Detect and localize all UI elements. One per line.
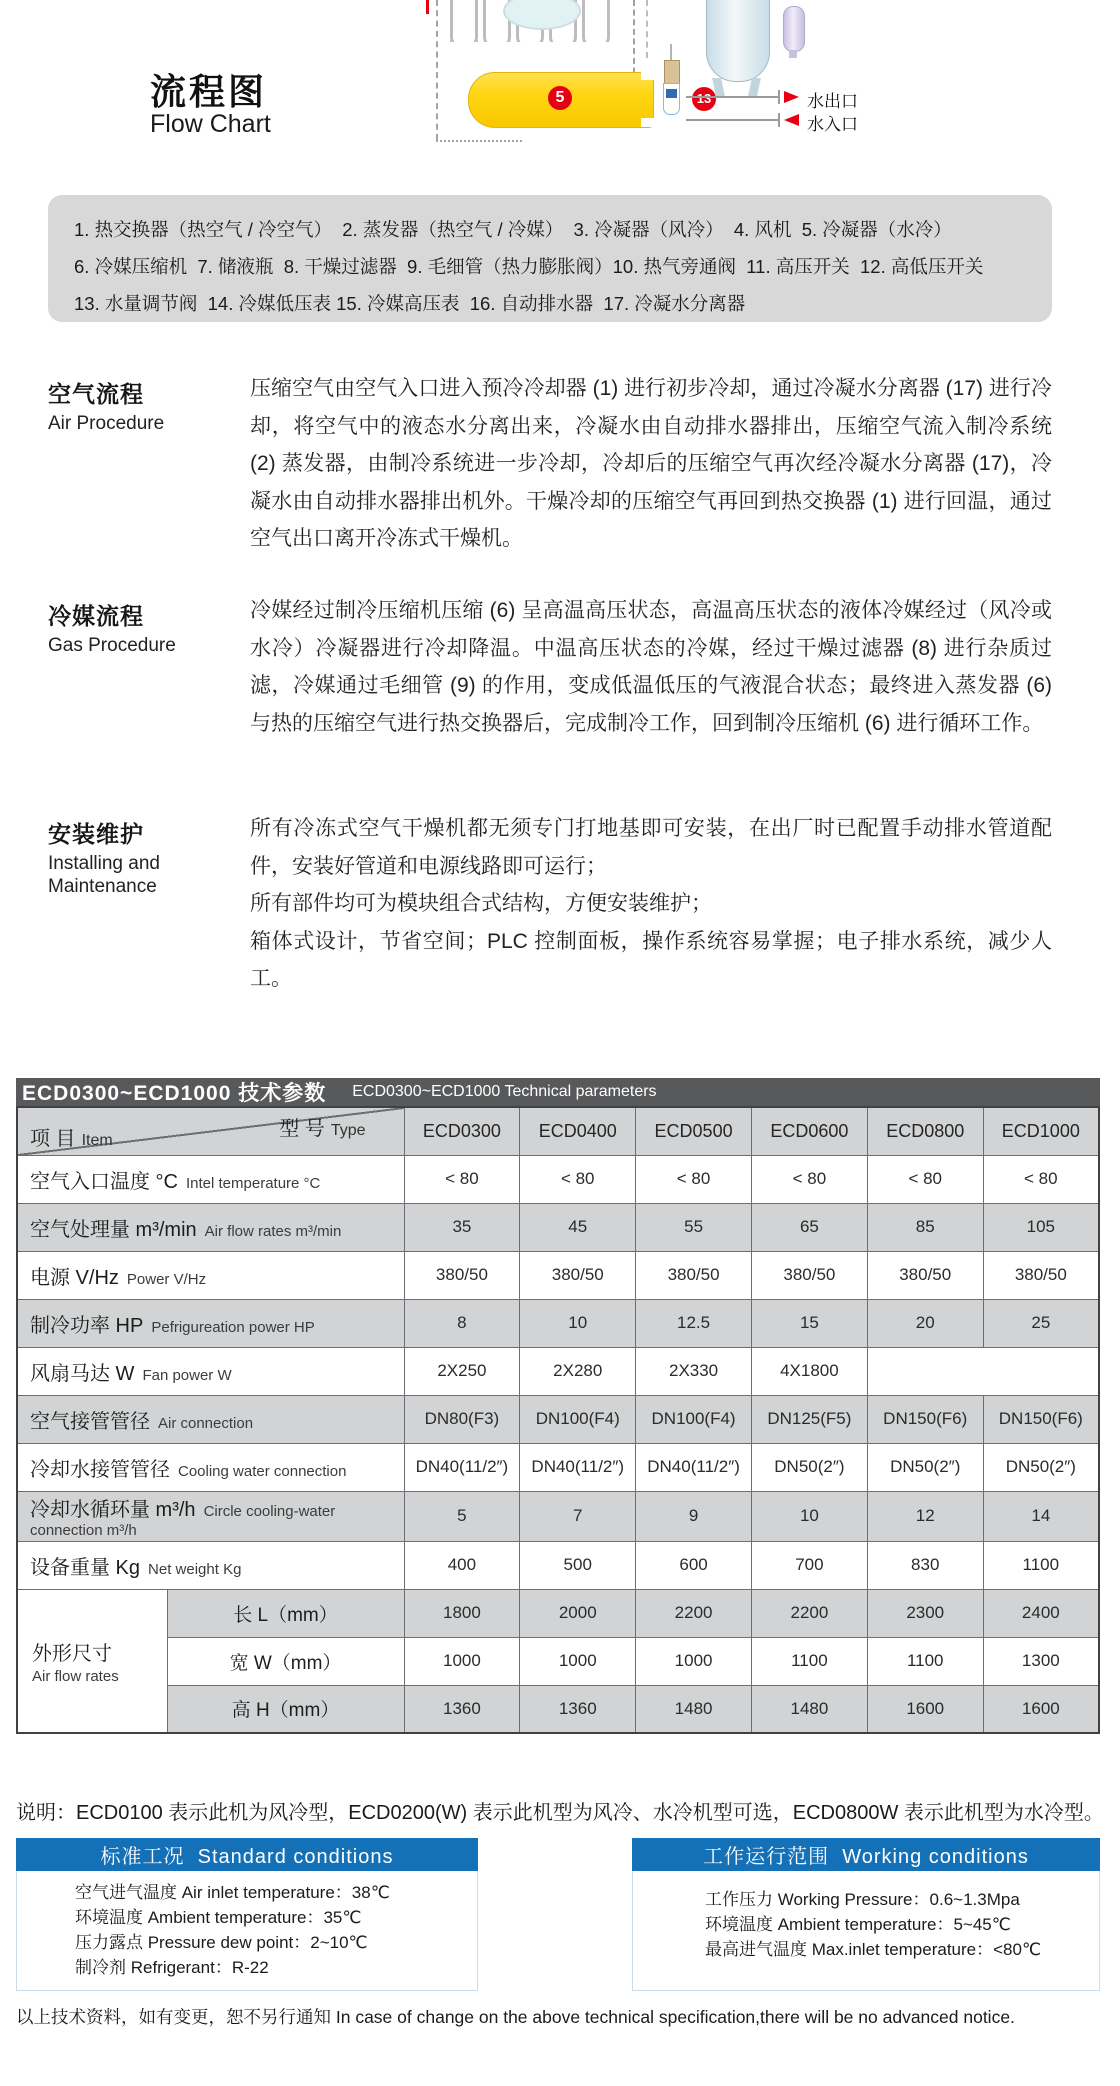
spec-cell: 1000 [404,1637,520,1685]
spec-cell: 380/50 [867,1251,983,1299]
spec-cell: 400 [404,1541,520,1589]
spec-cell: 2200 [636,1589,752,1637]
model-header: ECD0400 [520,1107,636,1155]
spec-cell: 830 [867,1541,983,1589]
component-legend [48,195,1052,322]
flow-chart-title-cn: 流程图 [150,71,268,112]
air-procedure-heading [48,376,248,435]
table-row-fan-power [17,1347,1099,1395]
heading-cn: 安装维护 [48,821,144,847]
dimension-header-cell: 外形尺寸 Air flow rates [17,1589,167,1733]
table-corner-cell [17,1107,404,1155]
filter-capsule-foot [789,50,797,58]
model-header: ECD0800 [867,1107,983,1155]
spec-cell: 600 [636,1541,752,1589]
standard-conditions-body [16,1871,478,1991]
spec-cell: 105 [983,1203,1099,1251]
air-procedure-text: 压缩空气由空气入口进入预冷冷却器 (1) 进行初步冷却，通过冷凝水分离器 (17) 进行冷却，将空气中的液态水分离出来，冷凝水由自动排水器排出，压缩空气流入制冷系统 (2) 蒸发器，由制冷系统进一步冷却，冷却后的压缩空气再次经冷凝水分离器 (17)，冷凝水由自动排水器排出机外。干燥冷却的压缩空气再回到热交换器 (1) 进行回温，通过空气出口离开冷冻式干燥机。 [250,377,1052,550]
table-title-bar [16,1078,1100,1106]
dimension-label: 长 L（mm） [167,1589,404,1637]
spec-cell: 2400 [983,1589,1099,1637]
spec-cell: 10 [751,1491,867,1541]
diagram-marker-5: 5 [548,86,572,110]
flow-chart-title-en: Flow Chart [150,110,271,138]
heading-cn: 冷媒流程 [48,603,144,629]
table-header-row [17,1107,1099,1155]
spec-cell: < 80 [636,1155,752,1203]
water-outlet-label: 水出口 [807,92,858,111]
dashed-enclosure-left [436,0,438,140]
spec-cell: 2300 [867,1589,983,1637]
table-row-height [17,1685,1099,1733]
spec-cell: DN50(2″) [751,1443,867,1491]
spec-cell: 1360 [404,1685,520,1733]
spec-cell: 4X1800 [751,1347,867,1395]
heading-cn: 空气流程 [48,381,144,407]
heading-en: Gas Procedure [48,635,176,656]
sight-tube-band [666,89,677,98]
spec-cell: 380/50 [520,1251,636,1299]
spec-cell: 85 [867,1203,983,1251]
spec-cell: 65 [751,1203,867,1251]
spec-cell: 1100 [983,1541,1099,1589]
working-conditions-box [632,1838,1100,1991]
spec-table [16,1106,1100,1734]
spec-cell: DN50(2″) [867,1443,983,1491]
row-label: 空气处理量 m³/min Air flow rates m³/min [17,1203,404,1251]
condition-line: 空气进气温度 Air inlet temperature：38℃ [75,1883,390,1902]
legend-line-1: 1. 热交换器（热空气 / 冷空气） 2. 蒸发器（热空气 / 冷媒） 3. 冷凝器（风冷） 4. 风机 5. 冷凝器（水冷） [74,219,952,240]
diagram-marker-13: 13 [692,87,716,111]
water-inlet-line [686,119,778,121]
row-label: 电源 V/Hz Power V/Hz [17,1251,404,1299]
spec-cell: < 80 [867,1155,983,1203]
install-para-2: 所有部件均可为模块组合式结构，方便安装维护； [250,892,712,915]
table-title-en: ECD0300~ECD1000 Technical parameters [352,1083,657,1100]
spec-cell: 1300 [983,1637,1099,1685]
gas-procedure-text: 冷媒经过制冷压缩机压缩 (6) 呈高温高压状态，高温高压状态的液体冷媒经过（风冷或水冷）冷凝器进行冷却降温。中温高压状态的冷媒，经过干燥过滤器 (8) 进行杂质过滤，冷媒通过毛细管 (9) 的作用，变成低温低压的气液混合状态；最终进入蒸发器 (6) 与热的压缩空气进行热交换器后，完成制冷工作，回到制冷压缩机 (6) 进行循环工作。 [250,599,1052,735]
cylinder-notch [641,118,654,127]
condition-line: 工作压力 Working Pressure：0.6~1.3Mpa [705,1890,1020,1909]
spec-cell: DN125(F5) [751,1395,867,1443]
model-header: ECD0600 [751,1107,867,1155]
spec-cell: 12 [867,1491,983,1541]
table-row-length [17,1589,1099,1637]
row-label: 制冷功率 HP Pefrigureation power HP [17,1299,404,1347]
row-label: 空气入口温度 °C Intel temperature °C [17,1155,404,1203]
row-label: 风扇马达 W Fan power W [17,1347,404,1395]
row-label: 冷却水循环量 m³/h Circle cooling-water connection m³/h [17,1491,404,1541]
spec-cell: 25 [983,1299,1099,1347]
tank-leg [748,78,761,96]
spec-cell: 1000 [520,1637,636,1685]
install-para-3: 箱体式设计，节省空间；PLC 控制面板，操作系统容易掌握；电子排水系统，减少人工。 [250,929,1052,990]
condition-line: 制冷剂 Refrigerant：R-22 [75,1958,269,1977]
row-label: 设备重量 Kg Net weight Kg [17,1541,404,1589]
table-row-water-circulation [17,1491,1099,1541]
spec-cell: DN150(F6) [983,1395,1099,1443]
table-row-inlet-temp [17,1155,1099,1203]
spec-cell: 1100 [867,1637,983,1685]
spec-cell: DN40(11/2″) [404,1443,520,1491]
spec-cell: DN50(2″) [983,1443,1099,1491]
gas-procedure-heading [48,598,248,657]
install-maintenance-text [250,810,1052,998]
red-pipe-stub [426,0,429,14]
table-row-net-weight [17,1541,1099,1589]
spec-cell: 10 [520,1299,636,1347]
standard-conditions-title: 标准工况 Standard conditions [16,1838,478,1871]
spec-cell: DN150(F6) [867,1395,983,1443]
spec-cell: 380/50 [404,1251,520,1299]
install-maintenance-heading [48,816,248,898]
spec-cell: 5 [404,1491,520,1541]
install-para-1: 所有冷冻式空气干燥机都无须专门打地基即可安装，在出厂时已配置手动排水管道配件，安装好管道和电源线路即可运行； [250,817,1052,878]
table-row-air-flow [17,1203,1099,1251]
legend-line-2: 6. 冷媒压缩机 7. 储液瓶 8. 干燥过滤器 9. 毛细管（热力膨胀阀）10. 热气旁通阀 11. 高压开关 12. 高低压开关 [74,256,984,277]
standard-conditions-box [16,1838,478,1991]
arrow-right-icon [784,91,799,103]
table-row-power [17,1251,1099,1299]
water-outlet-line [686,96,778,98]
spec-cell-empty [867,1347,1099,1395]
spec-cell: < 80 [751,1155,867,1203]
spec-cell: 15 [751,1299,867,1347]
spec-cell: 1600 [983,1685,1099,1733]
spec-cell: 380/50 [636,1251,752,1299]
row-label: 冷却水接管管径 Cooling water connection [17,1443,404,1491]
condition-line: 环境温度 Ambient temperature：5~45℃ [705,1915,1011,1934]
receiver-tank [706,0,770,82]
water-inlet-label: 水入口 [807,115,858,134]
dimension-label: 高 H（mm） [167,1685,404,1733]
spec-cell: 9 [636,1491,752,1541]
spec-cell: DN40(11/2″) [636,1443,752,1491]
spec-cell: 2200 [751,1589,867,1637]
spec-cell: 35 [404,1203,520,1251]
condition-line: 压力露点 Pressure dew point：2~10℃ [75,1933,368,1952]
spec-cell: 2000 [520,1589,636,1637]
model-header: ECD1000 [983,1107,1099,1155]
dashed-enclosure-inner [646,0,648,58]
table-title-cn: ECD0300~ECD1000 技术参数 [22,1082,327,1105]
table-row-cooling-water-connection [17,1443,1099,1491]
spec-cell: 12.5 [636,1299,752,1347]
spec-cell: 1100 [751,1637,867,1685]
spec-cell: DN80(F3) [404,1395,520,1443]
valve-body [664,60,680,84]
heading-en: Air Procedure [48,413,165,434]
legend-line-3: 13. 水量调节阀 14. 冷媒低压表 15. 冷媒高压表 16. 自动排水器 17. 冷凝水分离器 [74,293,746,314]
working-conditions-title: 工作运行范围 Working conditions [632,1838,1100,1871]
spec-cell: DN40(11/2″) [520,1443,636,1491]
filter-capsule [783,6,805,52]
spec-cell: 14 [983,1491,1099,1541]
spec-cell: 1800 [404,1589,520,1637]
spec-cell: 55 [636,1203,752,1251]
spec-cell: 8 [404,1299,520,1347]
spec-cell: < 80 [404,1155,520,1203]
spec-cell: 1480 [751,1685,867,1733]
spec-cell: 1360 [520,1685,636,1733]
spec-cell: 700 [751,1541,867,1589]
row-label: 空气接管管径 Air connection [17,1395,404,1443]
model-header: ECD0500 [636,1107,752,1155]
water-line-tick [778,90,780,104]
spec-cell: 7 [520,1491,636,1541]
spec-cell: 380/50 [983,1251,1099,1299]
corner-type-label: 型 号 Type [279,1118,366,1140]
table-row-width [17,1637,1099,1685]
sight-tube [663,83,680,115]
spec-cell: 500 [520,1541,636,1589]
spec-cell: < 80 [983,1155,1099,1203]
condition-line: 环境温度 Ambient temperature：35℃ [75,1908,362,1927]
dashed-enclosure-bottom [436,140,522,142]
corner-item-label: 项 目 Item [30,1127,113,1150]
working-conditions-body [632,1871,1100,1991]
table-row-air-connection [17,1395,1099,1443]
spec-cell: 1000 [636,1637,752,1685]
spec-cell: 380/50 [751,1251,867,1299]
spec-cell: < 80 [520,1155,636,1203]
spec-cell: 1600 [867,1685,983,1733]
spec-cell: 1480 [636,1685,752,1733]
spec-cell: 20 [867,1299,983,1347]
spec-cell: 2X250 [404,1347,520,1395]
spec-cell: 45 [520,1203,636,1251]
spec-cell: DN100(F4) [636,1395,752,1443]
model-notes: 说明：ECD0100 表示此机为风冷型，ECD0200(W) 表示此机型为风冷、水冷机型可选，ECD0800W 表示此机型为水冷型。 [16,1802,1104,1824]
spec-cell: 2X330 [636,1347,752,1395]
heading-en: Installing and Maintenance [48,853,160,897]
spec-cell: DN100(F4) [520,1395,636,1443]
arrow-left-icon [784,114,799,126]
water-line-tick [778,113,780,127]
disclaimer-footer: 以上技术资料，如有变更，恕不另行通知 In case of change on the above technical specification,there will be no advanced notice. [16,2007,1015,2027]
condition-line: 最高进气温度 Max.inlet temperature：<80℃ [705,1940,1042,1959]
table-row-refrigeration-power [17,1299,1099,1347]
pipe-connector [670,44,672,60]
model-header: ECD0300 [404,1107,520,1155]
cylinder-notch [641,71,654,80]
dimension-label: 宽 W（mm） [167,1637,404,1685]
spec-cell: 2X280 [520,1347,636,1395]
